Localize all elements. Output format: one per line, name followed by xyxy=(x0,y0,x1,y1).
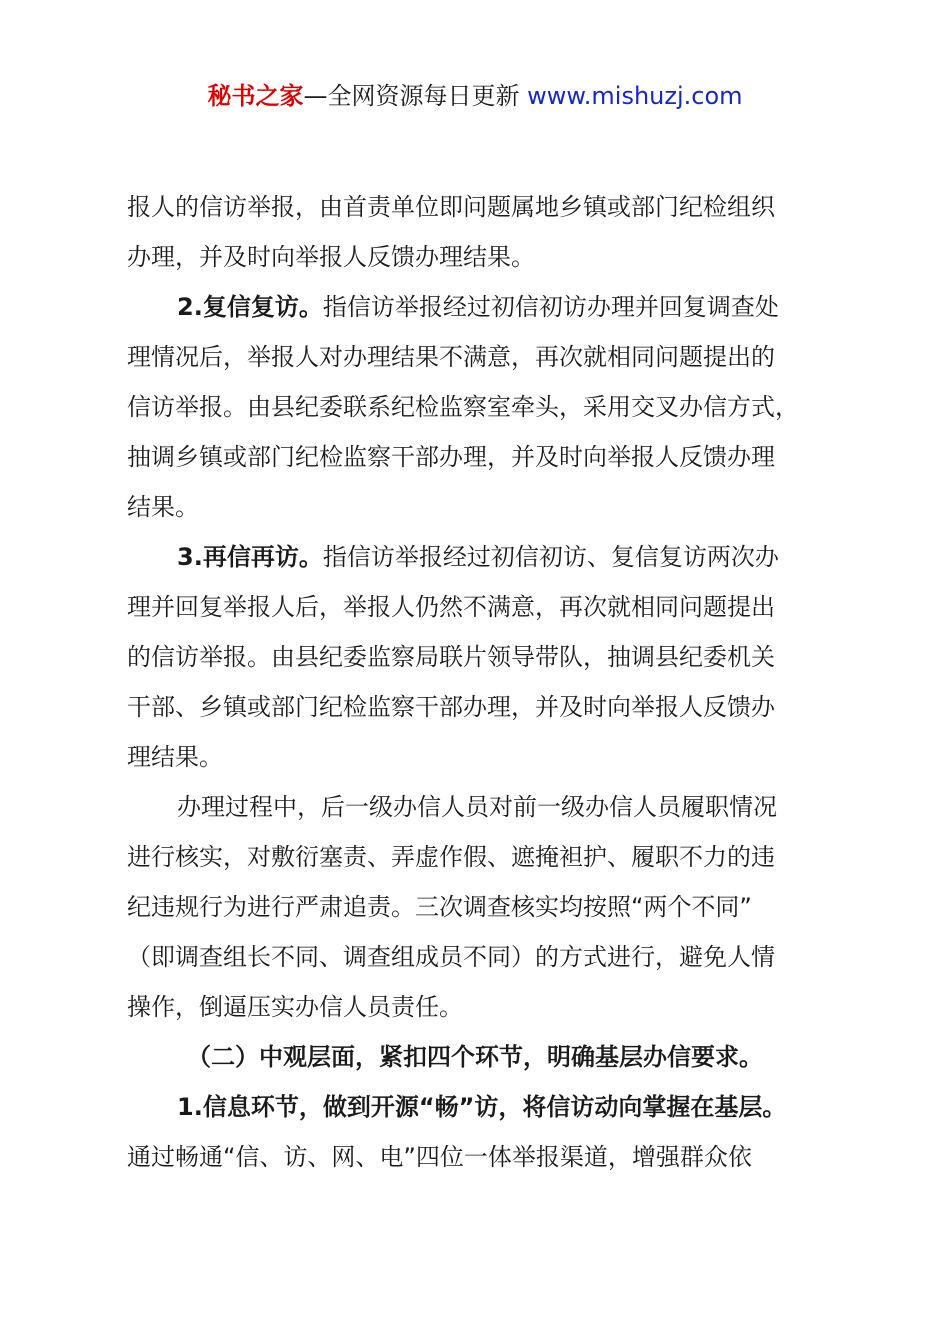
subsection-heading: （二）中观层面，紧扣四个环节，明确基层办信要求。 xyxy=(187,1043,763,1071)
item-text: 指信访举报经过初信初访办理并回复调查处 xyxy=(322,293,779,321)
item-text: 指信访举报经过初信初访、复信复访两次办 xyxy=(322,543,779,571)
text-line: 结果。 xyxy=(127,493,199,521)
text-line: 纪违规行为进行严肃追责。三次调查核实均按照“两个不同” xyxy=(127,893,752,921)
text-line: （即调查组长不同、调查组成员不同）的方式进行，避免人情 xyxy=(127,943,775,971)
section-paragraph-start xyxy=(127,282,847,332)
text-line: 办理，并及时向举报人反馈办理结果。 xyxy=(127,243,535,271)
item-heading: 3.再信再访。 xyxy=(177,543,323,571)
text-line: 抽调乡镇或部门纪检监察干部办理，并及时向举报人反馈办理 xyxy=(127,443,775,471)
header-tagline: —全网资源每日更新 xyxy=(303,82,520,110)
text-line: 理并回复举报人后，举报人仍然不满意，再次就相同问题提出 xyxy=(127,593,775,621)
text-line: 进行核实，对敷衍塞责、弄虚作假、遮掩袒护、履职不力的违 xyxy=(127,843,775,871)
document-body xyxy=(127,182,847,1182)
text-line: 报人的信访举报，由首责单位即问题属地乡镇或部门纪检组织 xyxy=(127,193,775,221)
text-line: 操作，倒逼压实办信人员责任。 xyxy=(127,993,463,1021)
item-heading-line: 1.信息环节，做到开源“畅”访，将信访动向掌握在基层。 xyxy=(177,1093,787,1121)
section-paragraph-start xyxy=(127,532,847,582)
site-url-link[interactable]: www.mishuzj.com xyxy=(527,82,743,110)
text-line: 的信访举报。由县纪委监察局联片领导带队，抽调县纪委机关 xyxy=(127,643,775,671)
text-line: 干部、乡镇或部门纪检监察干部办理，并及时向举报人反馈办 xyxy=(127,693,775,721)
text-line: 通过畅通“信、访、网、电”四位一体举报渠道，增强群众依 xyxy=(127,1143,752,1171)
text-line: 理情况后，举报人对办理结果不满意，再次就相同问题提出的 xyxy=(127,343,775,371)
paragraph-start: 办理过程中，后一级办信人员对前一级办信人员履职情况 xyxy=(177,793,777,821)
text-line: 理结果。 xyxy=(127,743,223,771)
brand-name: 秘书之家 xyxy=(207,82,304,110)
page-header xyxy=(0,80,950,112)
text-line: 信访举报。由县纪委联系纪检监察室牵头，采用交叉办信方式， xyxy=(127,393,799,421)
item-heading: 2.复信复访。 xyxy=(177,293,323,321)
